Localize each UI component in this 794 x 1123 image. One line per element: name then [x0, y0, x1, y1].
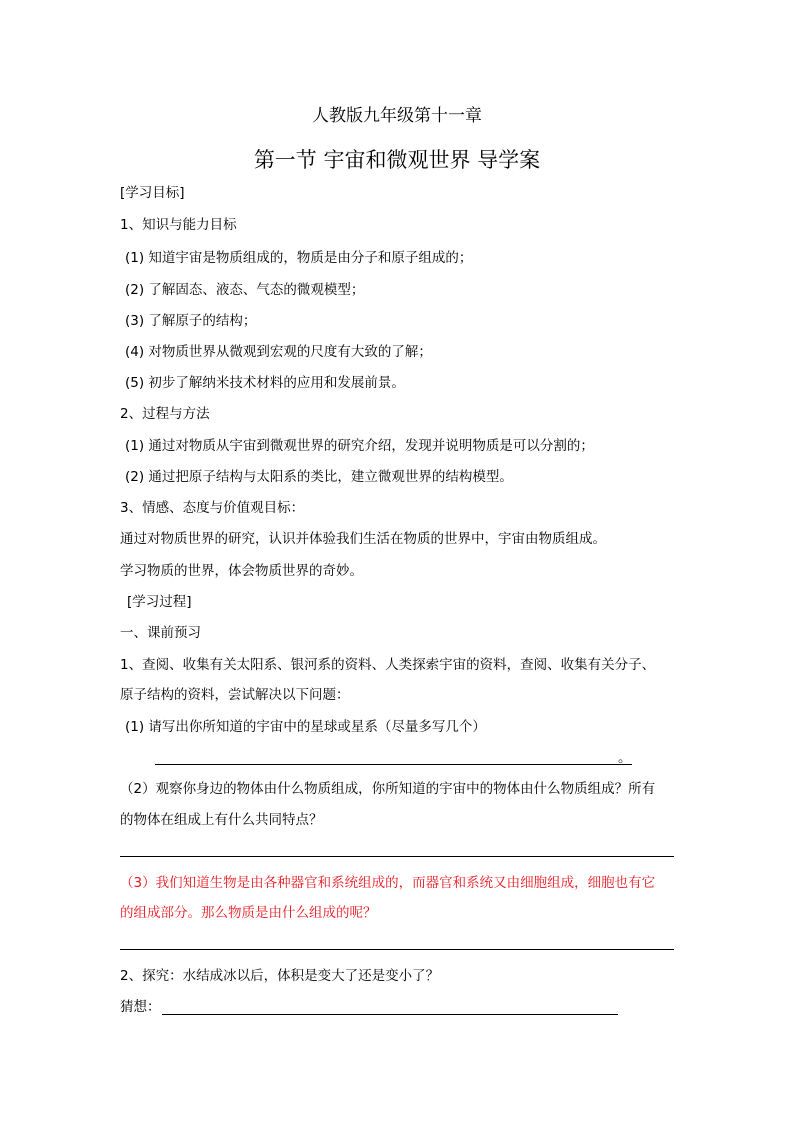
- goal2-item: (2) 通过把原子结构与太阳系的类比，建立微观世界的结构模型。: [125, 469, 513, 485]
- goal1-item: (4) 对物质世界从微观到宏观的尺度有大致的了解；: [125, 344, 432, 360]
- process-header: [学习过程]: [127, 594, 192, 610]
- question-3-line: 的组成部分。那么物质是由什么组成的呢？: [120, 905, 377, 921]
- question-1: (1) 请写出你所知道的宇宙中的星球或星系（尽量多写几个）: [125, 719, 486, 735]
- answer-line-guess[interactable]: [162, 1014, 618, 1015]
- goal1-item: (1) 知道宇宙是物质组成的，物质是由分子和原子组成的；: [125, 250, 473, 266]
- goal1-header: 1、知识与能力目标: [120, 217, 237, 233]
- answer-line-q1[interactable]: [155, 764, 632, 765]
- answer-line-q2[interactable]: [120, 856, 674, 857]
- goal3-line: 通过对物质世界的研究，认识并体验我们生活在物质的世界中，宇宙由物质组成。: [120, 531, 606, 547]
- question-1-period: 。: [618, 750, 632, 766]
- question-2-line: 的物体在组成上有什么共同特点？: [120, 812, 323, 828]
- goal3-line: 学习物质的世界，体会物质世界的奇妙。: [120, 563, 363, 579]
- task1-line: 1、查阅、收集有关太阳系、银河系的资料、人类探索宇宙的资料，查阅、收集有关分子、: [120, 657, 656, 673]
- task1-line: 原子结构的资料，尝试解决以下问题：: [120, 687, 350, 703]
- question-3-line: （3）我们知道生物是由各种器官和系统组成的，而器官和系统又由细胞组成，细胞也有它: [120, 875, 656, 891]
- question-2-line: （2）观察你身边的物体由什么物质组成，你所知道的宇宙中的物体由什么物质组成？所有: [120, 781, 656, 797]
- goals-header: [学习目标]: [120, 185, 185, 201]
- guess-label: 猜想：: [120, 999, 161, 1015]
- goal1-item: (3) 了解原子的结构；: [125, 313, 257, 329]
- goal1-item: (2) 了解固态、液态、气态的微观模型；: [125, 282, 365, 298]
- preview-header: 一、课前预习: [120, 625, 201, 641]
- goal2-item: (1) 通过对物质从宇宙到微观世界的研究介绍，发现并说明物质是可以分割的；: [125, 438, 594, 454]
- goal3-header: 3、情感、态度与价值观目标：: [120, 500, 305, 516]
- goal2-header: 2、过程与方法: [120, 406, 210, 422]
- document-subtitle: 人教版九年级第十一章: [312, 106, 482, 126]
- goal1-item: (5) 初步了解纳米技术材料的应用和发展前景。: [125, 375, 405, 391]
- document-title: 第一节 宇宙和微观世界 导学案: [253, 148, 541, 172]
- answer-line-q3[interactable]: [120, 949, 674, 950]
- task2: 2、探究：水结成冰以后，体积是变大了还是变小了？: [120, 968, 440, 984]
